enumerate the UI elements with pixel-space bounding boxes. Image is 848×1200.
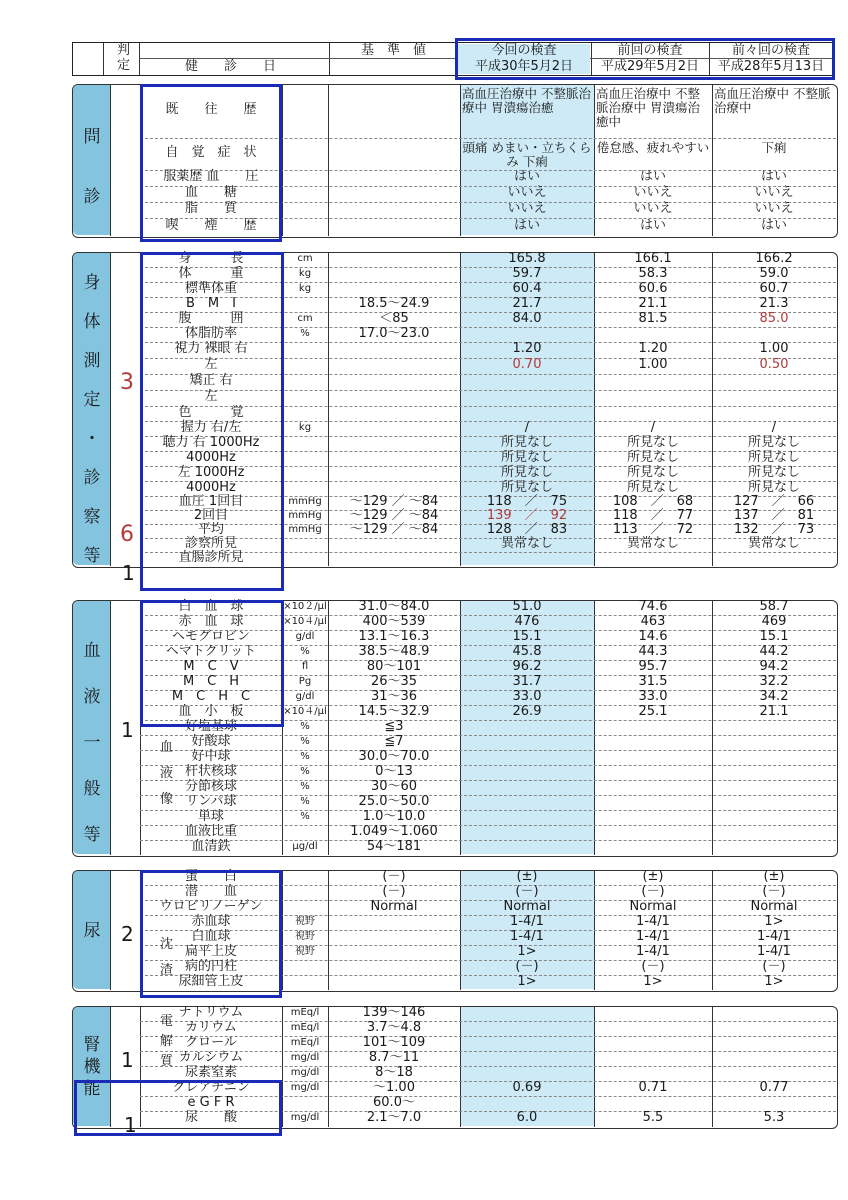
shintai-value-prev2: 異常なし [747, 536, 800, 551]
judge-label-1: 判 [117, 43, 131, 58]
kidney-value-prev: 0.71 [638, 1079, 668, 1095]
shintai-value-current: 異常なし [500, 536, 553, 551]
shintai-value-current: 118 ／ 75 [486, 494, 568, 509]
shintai-row-ref: ～129 ／ ～84 [349, 508, 439, 523]
shintai-row-name: 平均 [197, 522, 224, 537]
blood-row-name: M C H C [171, 688, 251, 704]
blood-value-prev: 33.0 [638, 688, 668, 704]
shintai-value-prev: 21.1 [638, 295, 668, 311]
blood-row-name: リンパ球 [185, 793, 237, 809]
blood-value-prev2: 58.7 [759, 598, 789, 614]
urine-row-ref: (－) [382, 868, 406, 884]
blood-row-unit: ×10２/μl [283, 600, 327, 612]
monshin-row-name: 血 糖 [184, 185, 237, 200]
monshin-value-current: いいえ [507, 201, 547, 216]
monshin-value-prev: いいえ [633, 185, 673, 200]
monshin-value-current: 高血圧治療中 不整脈治療中 胃潰瘍治癒 [462, 86, 591, 115]
shintai-value-prev: 58.3 [638, 265, 668, 281]
date-highlight-box [455, 38, 835, 80]
checkup-date-label: 健 診 日 [185, 59, 277, 74]
monshin-row-name: 既 往 歴 [165, 102, 257, 117]
shintai-row-name: 握力 右/左 [180, 419, 242, 435]
blood-row-unit: % [300, 720, 310, 732]
kidney-row-unit: mEq/l [290, 1006, 320, 1018]
blood-row-ref: 30～60 [370, 778, 418, 794]
shintai-row-name: 左 [204, 357, 218, 372]
blood-row-name: 白 血 球 [178, 598, 244, 614]
kidney-row-unit: mEq/l [290, 1036, 320, 1048]
monshin-vline [282, 84, 283, 236]
monshin-value-prev: 倦怠感、疲れやすい [596, 140, 710, 155]
blood-highlight-box [140, 600, 284, 727]
monshin-highlight-box [140, 84, 282, 242]
kidney-value-prev: 5.5 [642, 1110, 664, 1125]
shintai-row-name: 矯正 右 [189, 373, 233, 388]
blood-value-current: 26.9 [512, 703, 542, 719]
shintai-value-current: / [524, 419, 530, 435]
kidney-row-name: クロール [185, 1034, 237, 1050]
kidney-row-unit: mg/dl [290, 1112, 320, 1123]
monshin-vline [110, 84, 111, 236]
kidney-row-unit: mg/dl [290, 1066, 320, 1078]
shintai-value-prev: 113 ／ 72 [612, 522, 694, 537]
urine-sediment-group-label: 沈 渣 [160, 937, 174, 978]
blood-value-prev2: 469 [761, 613, 787, 629]
urine-value-prev2: 1-4/1 [757, 928, 791, 944]
monshin-value-prev: はい [639, 218, 666, 233]
monshin-value-prev: はい [639, 169, 666, 184]
monshin-value-current: 頭痛 めまい・立ちくらみ 下痢 [462, 140, 592, 169]
shintai-row-name: 聴力 右 1000Hz [162, 434, 260, 450]
shintai-row-ref: ＜85 [379, 310, 409, 326]
kidney-row-ref: 60.0～ [373, 1094, 415, 1110]
urine-row-unit: 視野 [295, 915, 315, 927]
shintai-row-unit: mmHg [288, 496, 322, 507]
monshin-value-current: はい [513, 218, 540, 233]
shintai-value-current: 128 ／ 83 [486, 522, 568, 537]
shintai-value-prev: 所見なし [626, 479, 679, 495]
blood-smear-group-label: 血 液 像 [160, 740, 174, 807]
kidney-row-name: カリウム [185, 1019, 237, 1035]
kidney-row-ref: 101～109 [362, 1034, 426, 1050]
blood-row-name: ヘマトクリット [165, 643, 257, 659]
blood-row-name: 好中球 [191, 748, 231, 764]
shintai-value-prev2: 所見なし [747, 479, 800, 495]
kidney-row-unit: mg/dl [290, 1051, 320, 1063]
monshin-value-current: はい [513, 169, 540, 184]
shintai-row-unit: mmHg [288, 524, 322, 535]
judge-label-2: 定 [117, 58, 131, 73]
blood-row-unit: % [300, 645, 310, 657]
monshin-row-name: 喫 煙 歴 [165, 218, 257, 233]
monshin-value-prev2: 高血圧治療中 不整脈治療中 [714, 86, 831, 115]
shintai-row-name: 血圧 1回目 [178, 494, 244, 509]
blood-row-name: 杆状核球 [184, 763, 237, 779]
kidney-row-ref: 2.1～7.0 [366, 1110, 422, 1125]
blood-row-ref: 1.049～1.060 [350, 823, 438, 839]
monshin-value-current: いいえ [507, 185, 547, 200]
shintai-row-name: 2回目 [193, 508, 229, 523]
shintai-value-prev: 所見なし [626, 434, 679, 450]
urine-value-prev2: 1-4/1 [757, 943, 791, 959]
shintai-value-prev2: 所見なし [747, 464, 800, 480]
shintai-row-name: 左 [204, 389, 218, 404]
urine-value-current: (－) [515, 958, 539, 974]
blood-row-ref: 400～539 [362, 613, 426, 629]
urine-value-prev: (－) [641, 958, 665, 974]
urine-value-prev: 1-4/1 [636, 913, 670, 929]
shintai-value-current: 0.70 [512, 357, 542, 372]
kidney-row-ref: 8.7～11 [368, 1049, 420, 1065]
electrolyte-group-label: 電 解 質 [160, 1014, 174, 1069]
col-prev2-label: 前々回の検査 [731, 43, 810, 58]
shintai-value-prev2: 21.3 [759, 295, 789, 311]
blood-value-current: 15.1 [512, 628, 542, 644]
col-prev-label: 前回の検査 [617, 43, 683, 58]
kidney-row-unit: mEq/l [290, 1021, 320, 1033]
shintai-row-ref: 18.5～24.9 [358, 295, 430, 311]
urine-value-prev: (±) [642, 868, 664, 884]
shintai-row-ref: 17.0～23.0 [358, 325, 430, 341]
score-urine: 2 [121, 922, 134, 946]
kidney-value-current: 0.69 [512, 1079, 542, 1095]
blood-label: 血 液 一 般 等 [83, 641, 101, 845]
blood-row-name: 血清鉄 [191, 838, 231, 854]
blood-value-current: 31.7 [512, 673, 542, 689]
blood-row-ref: 80～101 [366, 658, 422, 674]
monshin-row-name: 脂 質 [184, 201, 237, 216]
blood-row-ref: 26～35 [370, 673, 418, 689]
urine-value-current: 1-4/1 [510, 913, 544, 929]
shintai-value-prev: 166.1 [634, 250, 672, 266]
shintai-row-name: 4000Hz [186, 479, 236, 495]
shintai-value-current: 84.0 [512, 310, 542, 326]
monshin-value-prev2: いいえ [754, 185, 794, 200]
shintai-value-prev2: 1.00 [759, 341, 789, 356]
blood-row-name: 好酸球 [191, 733, 231, 749]
urine-row-ref: (－) [382, 883, 406, 899]
urine-row-unit: 視野 [295, 945, 315, 957]
shintai-value-prev2: 所見なし [747, 449, 800, 465]
shintai-value-prev2: 132 ／ 73 [733, 522, 815, 537]
shintai-value-prev2: 85.0 [759, 310, 789, 326]
kidney-value-current: 6.0 [516, 1110, 538, 1125]
kidney-value-prev2: 0.77 [759, 1079, 789, 1095]
blood-row-ref: ≦7 [384, 733, 404, 749]
score-exam: 1 [122, 561, 135, 585]
kidney-row-name: カルシウム [178, 1049, 244, 1065]
shintai-value-prev2: / [771, 419, 777, 435]
shintai-value-prev: 異常なし [626, 536, 679, 551]
shintai-row-name: 診察所見 [184, 536, 237, 551]
shintai-value-prev2: 60.7 [759, 280, 789, 296]
blood-value-current: 476 [514, 613, 540, 629]
urine-row-unit: 視野 [295, 930, 315, 942]
shintai-row-name: 4000Hz [186, 449, 236, 465]
shintai-row-name: 身 長 [178, 250, 244, 266]
shintai-row-unit: % [300, 327, 310, 339]
blood-value-prev: 25.1 [638, 703, 668, 719]
kidney-value-prev2: 5.3 [763, 1110, 785, 1125]
blood-row-ref: ≦3 [384, 718, 404, 734]
urine-value-prev2: (－) [762, 958, 786, 974]
kidney-row-name: ナトリウム [178, 1004, 244, 1020]
shintai-row-name: 視力 裸眼 右 [174, 341, 248, 356]
blood-row-ref: 1.0～10.0 [362, 808, 426, 824]
blood-row-unit: % [300, 735, 310, 747]
urine-value-prev2: Normal [750, 898, 798, 914]
blood-value-prev: 463 [640, 613, 666, 629]
blood-row-name: 血 小 板 [178, 703, 244, 719]
kidney-row-ref: 8～18 [375, 1064, 413, 1080]
kidney-row-unit: mg/dl [290, 1081, 320, 1093]
blood-row-unit: % [300, 750, 310, 762]
shintai-value-current: 21.7 [512, 295, 542, 311]
urine-label: 尿 [83, 921, 101, 941]
blood-value-prev2: 15.1 [759, 628, 789, 644]
shintai-row-unit: mmHg [288, 510, 322, 521]
monshin-value-prev: いいえ [633, 201, 673, 216]
blood-row-name: 分節核球 [184, 778, 237, 794]
score-vision: 3 [120, 370, 134, 395]
blood-value-current: 33.0 [512, 688, 542, 704]
urine-value-current: (－) [515, 883, 539, 899]
blood-row-unit: fl [301, 660, 309, 672]
shintai-value-current: 139 ／ 92 [486, 508, 568, 523]
urine-row-ref: Normal [370, 898, 418, 914]
shintai-value-current: 1.20 [512, 341, 542, 356]
blood-value-prev2: 34.2 [759, 688, 789, 704]
monshin-label: 問 診 [83, 127, 101, 207]
score-kidney: 1 [121, 1048, 134, 1072]
urine-value-prev: Normal [629, 898, 677, 914]
shintai-value-prev2: 166.2 [755, 250, 793, 266]
blood-row-unit: μg/dl [292, 840, 318, 852]
blood-value-prev: 44.3 [638, 643, 668, 659]
urine-vline [110, 870, 111, 990]
shintai-highlight-box [140, 252, 284, 591]
urine-value-current: 1-4/1 [510, 928, 544, 944]
blood-value-prev2: 32.2 [759, 673, 789, 689]
shintai-value-prev2: 59.0 [759, 265, 789, 281]
shintai-value-current: 所見なし [500, 449, 553, 465]
urine-row-name: ウロビリノーゲン [159, 898, 263, 914]
monshin-vline [328, 84, 329, 236]
shintai-value-prev: 1.20 [638, 341, 668, 356]
shintai-value-current: 59.7 [512, 265, 542, 281]
urine-value-current: Normal [503, 898, 551, 914]
blood-row-ref: 54～181 [366, 838, 422, 854]
monshin-row-name: 自 覚 症 状 [165, 145, 257, 160]
shintai-row-unit: cm [297, 312, 313, 324]
score-blood-pressure: 6 [120, 522, 134, 547]
shintai-value-prev: 118 ／ 77 [612, 508, 694, 523]
blood-row-unit: % [300, 810, 310, 822]
shintai-value-prev: 所見なし [626, 449, 679, 465]
blood-row-unit: g/dl [295, 630, 315, 642]
shintai-value-prev: / [650, 419, 656, 435]
blood-row-ref: 38.5～48.9 [358, 643, 430, 659]
blood-row-ref: 30.0～70.0 [358, 748, 430, 764]
monshin-value-prev2: はい [760, 169, 787, 184]
shintai-value-prev: 所見なし [626, 464, 679, 480]
blood-row-unit: g/dl [295, 690, 315, 702]
shintai-value-current: 165.8 [508, 250, 546, 266]
col-current-date: 平成30年5月2日 [474, 59, 574, 74]
shintai-value-prev2: 所見なし [747, 434, 800, 450]
shintai-row-name: 体脂肪率 [184, 325, 237, 341]
shintai-row-name: 標準体重 [184, 280, 237, 296]
blood-value-prev: 74.6 [638, 598, 668, 614]
blood-row-unit: Pg [298, 675, 312, 687]
kidney-highlight-box [74, 1080, 282, 1136]
blood-row-name: 血液比重 [184, 823, 237, 839]
shintai-row-unit: kg [298, 267, 312, 279]
col-prev-date: 平成29年5月2日 [600, 59, 700, 74]
blood-row-unit: ×10４/μl [283, 615, 327, 627]
urine-row-name: 蛋 白 [184, 868, 237, 884]
blood-row-name: M C V [183, 658, 239, 674]
blood-row-unit: % [300, 765, 310, 777]
blood-row-ref: 31.0～84.0 [358, 598, 430, 614]
score-uric-acid: 1 [124, 1113, 137, 1137]
shintai-value-prev2: 137 ／ 81 [733, 508, 815, 523]
kidney-row-ref: 139～146 [362, 1004, 426, 1020]
kidney-row-name: クレアチニン [172, 1079, 250, 1095]
urine-row-name: 潜 血 [184, 883, 237, 899]
blood-row-name: 単球 [197, 808, 224, 824]
urine-value-prev2: (±) [763, 868, 785, 884]
shintai-value-prev2: 0.50 [759, 357, 789, 372]
shintai-row-unit: cm [297, 252, 313, 264]
shintai-row-ref: ～129 ／ ～84 [349, 494, 439, 509]
urine-row-name: 扁平上皮 [184, 943, 237, 959]
monshin-value-prev2: はい [760, 218, 787, 233]
urine-value-prev: 1> [643, 973, 663, 989]
urine-value-prev: 1-4/1 [636, 928, 670, 944]
shintai-row-name: 色 覚 [178, 404, 244, 420]
blood-value-prev: 31.5 [638, 673, 668, 689]
shintai-value-prev: 1.00 [638, 357, 668, 372]
blood-value-current: 45.8 [512, 643, 542, 659]
kidney-label: 腎 機 能 [83, 1035, 101, 1099]
blood-row-ref: 25.0～50.0 [358, 793, 430, 809]
urine-row-name: 白血球 [191, 928, 231, 944]
reference-label: 基 準 値 [361, 43, 427, 58]
monshin-value-prev2: 下痢 [761, 140, 787, 155]
kidney-row-ref: 3.7～4.8 [366, 1019, 422, 1035]
shintai-vline [110, 252, 111, 566]
urine-value-prev: 1-4/1 [636, 943, 670, 959]
kidney-row-ref: ～1.00 [373, 1079, 415, 1095]
urine-row-name: 赤血球 [191, 913, 231, 929]
blood-value-prev: 14.6 [638, 628, 668, 644]
shintai-row-unit: kg [298, 282, 312, 294]
shintai-row-name: 腹 囲 [178, 310, 244, 326]
kidney-row-name: 尿 酸 [184, 1110, 237, 1125]
score-blood: 1 [121, 718, 134, 742]
blood-row-name: 好塩基球 [184, 718, 237, 734]
blood-row-ref: 13.1～16.3 [358, 628, 430, 644]
urine-value-current: 1> [517, 943, 537, 959]
monshin-row-name: 服薬歴 血 圧 [163, 169, 259, 184]
shintai-value-prev2: 127 ／ 66 [733, 494, 815, 509]
urine-value-prev2: 1> [764, 973, 784, 989]
col-current-label: 今回の検査 [491, 43, 557, 58]
blood-value-prev2: 94.2 [759, 658, 789, 674]
blood-vline [110, 600, 111, 855]
shintai-label: 身 体 測 定 ・ 診 察 等 [83, 273, 101, 566]
blood-row-unit: % [300, 780, 310, 792]
blood-value-prev2: 21.1 [759, 703, 789, 719]
urine-value-current: 1> [517, 973, 537, 989]
urine-value-prev2: 1> [764, 913, 784, 929]
urine-value-current: (±) [516, 868, 538, 884]
shintai-row-name: 左 1000Hz [177, 464, 245, 480]
blood-value-current: 51.0 [512, 598, 542, 614]
blood-row-ref: 0～13 [375, 763, 413, 779]
urine-row-name: 尿細管上皮 [178, 973, 244, 989]
urine-value-prev2: (－) [762, 883, 786, 899]
shintai-row-ref: ～129 ／ ～84 [349, 522, 439, 537]
monshin-value-prev: 高血圧治療中 不整脈治療中 胃潰瘍治癒中 [596, 86, 700, 129]
urine-row-name: 病的円柱 [184, 958, 237, 974]
blood-row-name: M C H [182, 673, 240, 689]
monshin-value-prev2: いいえ [754, 201, 794, 216]
shintai-row-name: 直腸診所見 [178, 550, 244, 565]
shintai-value-current: 所見なし [500, 434, 553, 450]
shintai-row-unit: kg [298, 421, 312, 433]
shintai-value-current: 所見なし [500, 464, 553, 480]
blood-value-current: 96.2 [512, 658, 542, 674]
blood-row-name: 赤 血 球 [178, 613, 244, 629]
blood-row-ref: 31～36 [370, 688, 418, 704]
shintai-value-prev: 81.5 [638, 310, 668, 326]
blood-row-name: ヘモグロビン [171, 628, 250, 644]
shintai-row-name: B M I [186, 295, 236, 311]
shintai-value-prev: 60.6 [638, 280, 668, 296]
blood-row-unit: ×10４/μl [283, 705, 327, 717]
shintai-value-prev: 108 ／ 68 [612, 494, 694, 509]
blood-row-unit: % [300, 795, 310, 807]
kidney-row-name: e G F R [187, 1094, 235, 1110]
shintai-value-current: 60.4 [512, 280, 542, 296]
blood-value-prev2: 44.2 [759, 643, 789, 659]
urine-value-prev: (－) [641, 883, 665, 899]
blood-value-prev: 95.7 [638, 658, 668, 674]
shintai-value-current: 所見なし [500, 479, 553, 495]
shintai-row-name: 体 重 [178, 265, 244, 281]
kidney-row-name: 尿素窒素 [184, 1064, 237, 1080]
blood-row-ref: 14.5～32.9 [358, 703, 430, 719]
col-prev2-date: 平成28年5月13日 [717, 59, 825, 74]
